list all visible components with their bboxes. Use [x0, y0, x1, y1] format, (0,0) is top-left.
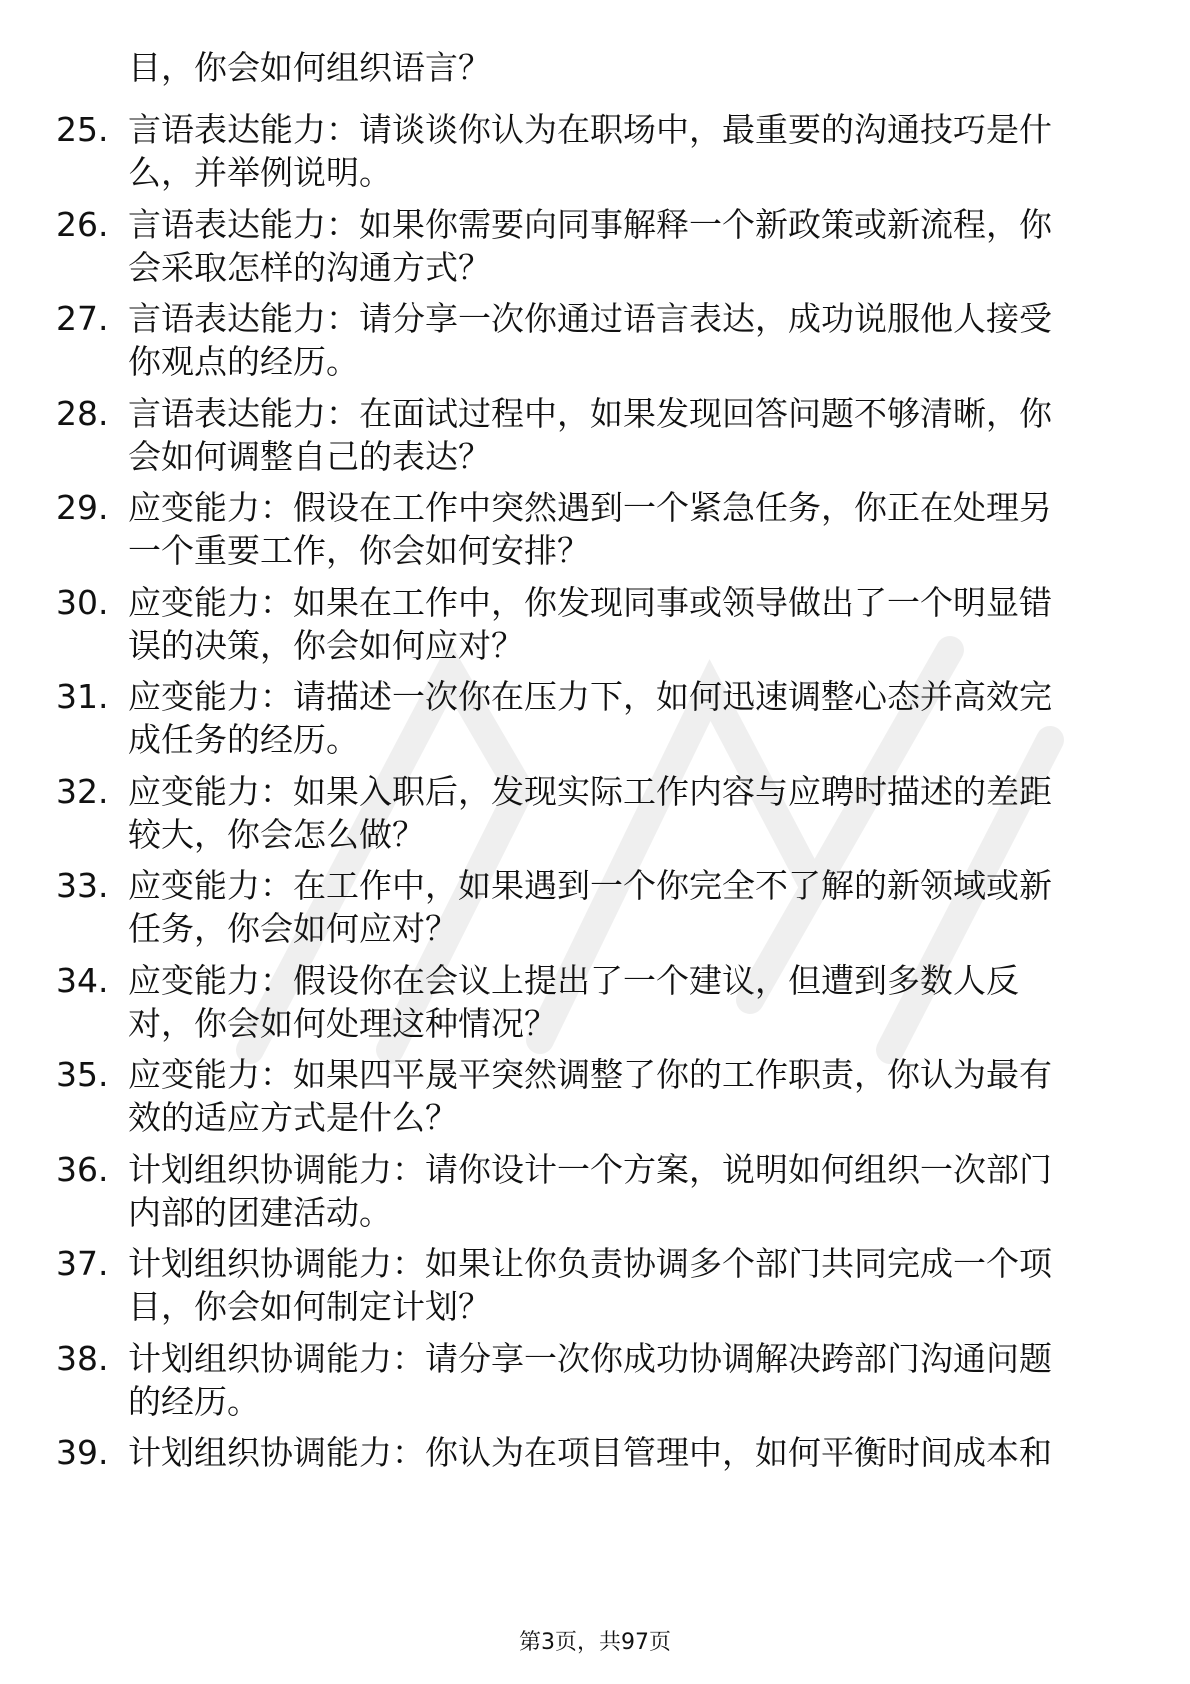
question-number: 33.	[56, 866, 109, 905]
question-text	[128, 203, 1108, 289]
question-text-line: 言语表达能力：请谈谈你认为在职场中，最重要的沟通技巧是什	[128, 110, 1052, 149]
question-text	[128, 1431, 1108, 1474]
question-text-line: 应变能力：如果四平晟平突然调整了你的工作职责，你认为最有	[128, 1055, 1052, 1094]
question-text-line: 应变能力：假设你在会议上提出了一个建议，但遭到多数人反	[128, 960, 1019, 1000]
question-text	[128, 770, 1108, 856]
question-text-line: 么，并举例说明。	[128, 153, 392, 192]
question-text	[128, 581, 1108, 667]
question-number: 30.	[56, 582, 109, 622]
question-number: 32.	[56, 771, 109, 811]
question-text	[128, 1148, 1108, 1234]
question-text	[128, 486, 1108, 572]
question-text-line: 会如何调整自己的表达？	[128, 436, 491, 476]
question-text	[128, 392, 1108, 478]
question-text-line: 应变能力：假设在工作中突然遇到一个紧急任务，你正在处理另	[128, 488, 1052, 527]
question-number: 34.	[56, 960, 109, 1000]
question-text-line: 的经历。	[128, 1381, 260, 1421]
question-text-line: 效的适应方式是什么？	[128, 1098, 458, 1137]
question-text-line: 成任务的经历。	[128, 720, 359, 759]
question-text	[128, 675, 1108, 761]
question-text-line: 应变能力：如果入职后，发现实际工作内容与应聘时描述的差距	[128, 771, 1052, 811]
question-text-line: 应变能力：在工作中，如果遇到一个你完全不了解的新领域或新	[128, 866, 1052, 905]
question-text-line: 内部的团建活动。	[128, 1192, 392, 1232]
question-number: 31.	[56, 677, 109, 716]
question-text	[128, 959, 1108, 1045]
question-text	[128, 108, 1108, 194]
question-text-line: 较大，你会怎么做？	[128, 814, 425, 854]
question-number: 26.	[56, 204, 109, 244]
question-text	[128, 297, 1108, 383]
question-text-line: 你观点的经历。	[128, 342, 359, 381]
question-number: 36.	[56, 1149, 109, 1189]
question-text-line: 言语表达能力：如果你需要向同事解释一个新政策或新流程，你	[128, 204, 1052, 244]
question-number: 38.	[56, 1338, 109, 1378]
question-number: 37.	[56, 1244, 109, 1283]
question-text	[128, 1337, 1108, 1423]
question-text-line: 会采取怎样的沟通方式？	[128, 247, 491, 287]
question-text-line: 言语表达能力：请分享一次你通过语言表达，成功说服他人接受	[128, 299, 1052, 338]
question-text-line: 任务，你会如何应对？	[128, 909, 458, 948]
question-text	[128, 1242, 1108, 1328]
question-text-line: 应变能力：如果在工作中，你发现同事或领导做出了一个明显错	[128, 582, 1052, 622]
question-number: 39.	[56, 1433, 109, 1472]
continued-question-text: 目，你会如何组织语言？	[128, 48, 491, 87]
question-text	[128, 1053, 1108, 1139]
question-text-line: 对，你会如何处理这种情况？	[128, 1003, 557, 1043]
question-number: 25.	[56, 110, 109, 149]
question-number: 35.	[56, 1055, 109, 1094]
question-number: 28.	[56, 393, 109, 433]
question-text-line: 计划组织协调能力：如果让你负责协调多个部门共同完成一个项	[128, 1244, 1052, 1283]
page-footer: 第3页，共97页	[519, 1630, 671, 1655]
question-text-line: 误的决策，你会如何应对？	[128, 625, 524, 665]
question-text-line: 言语表达能力：在面试过程中，如果发现回答问题不够清晰，你	[128, 393, 1052, 433]
question-text-line: 计划组织协调能力：你认为在项目管理中，如何平衡时间成本和	[128, 1433, 1052, 1472]
question-number: 29.	[56, 488, 109, 527]
question-text-line: 应变能力：请描述一次你在压力下，如何迅速调整心态并高效完	[128, 677, 1052, 716]
question-text-line: 计划组织协调能力：请分享一次你成功协调解决跨部门沟通问题	[128, 1338, 1052, 1378]
question-number: 27.	[56, 299, 109, 338]
question-text-line: 一个重要工作，你会如何安排？	[128, 531, 590, 570]
question-text-line: 计划组织协调能力：请你设计一个方案，说明如何组织一次部门	[128, 1149, 1052, 1189]
question-text	[128, 864, 1108, 950]
question-text-line: 目，你会如何制定计划？	[128, 1287, 491, 1326]
